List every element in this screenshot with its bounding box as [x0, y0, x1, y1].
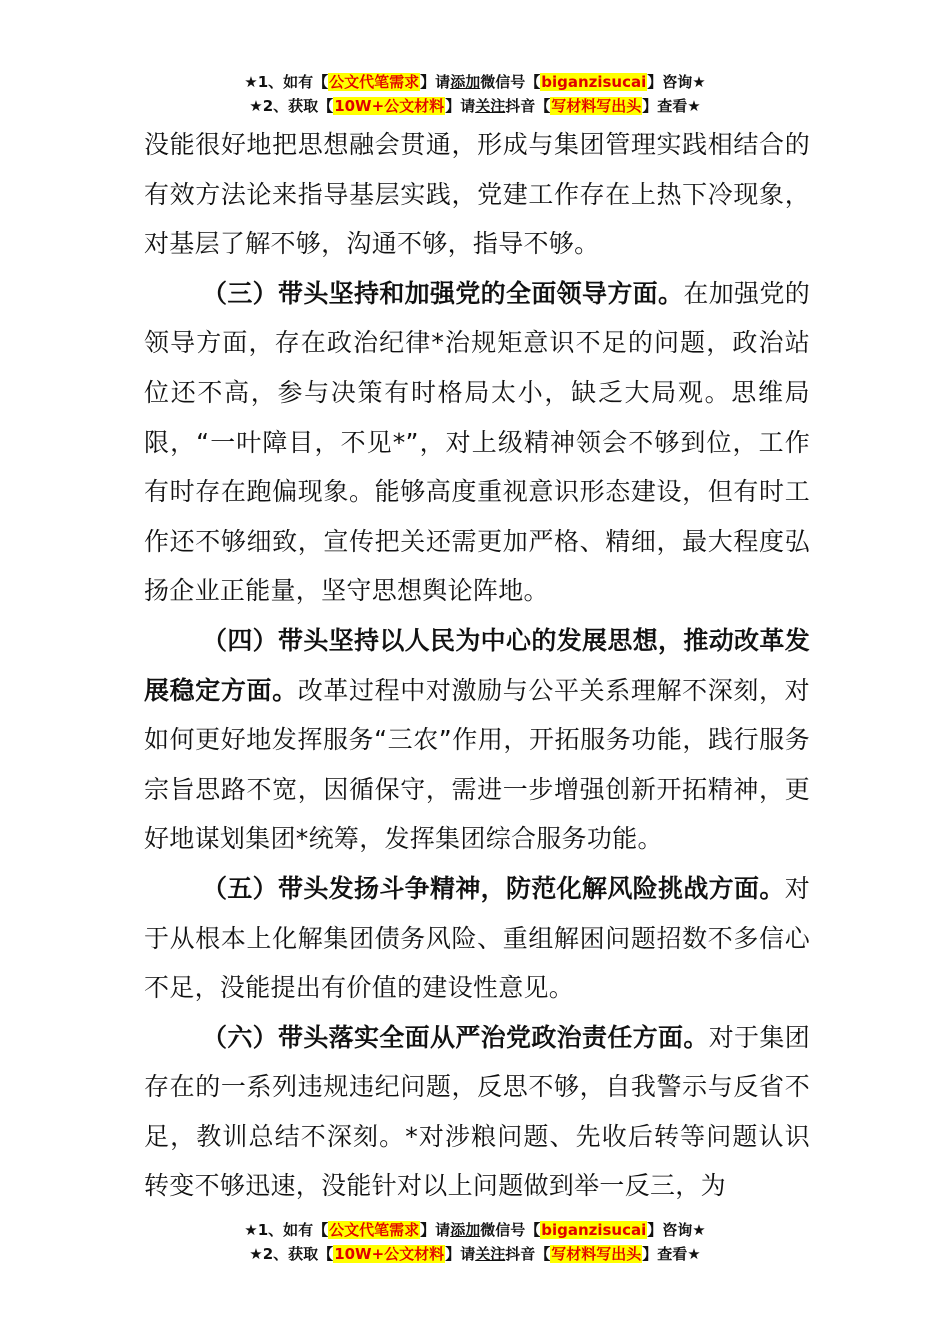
- banner-line-2: ★2、获取【10W+公文材料】请关注抖音【写材料写出头】查看★: [249, 1245, 701, 1263]
- section-text: 对于从根本上化解集团债务风险、重组解困问题招数不多信心不足，没能提出有价值的建设性意见。: [144, 873, 810, 1003]
- section-text: 在加强党的领导方面，存在政治纪律*治规矩意识不足的问题，政治站位还不高，参与决策有时格局太小，缺乏大局观。思维局限，“一叶障目，不见*”，对上级精神领会不够到位，工作有时存在跑偏现象。能够高度重视意识形态建设，但有时工作还不够细致，宣传把关还需更加严格、精细，最大程度弘扬企业正能量，坚守思想舆论阵地。: [144, 278, 810, 606]
- paragraph-continuation: 没能很好地把思想融会贯通，形成与集团管理实践相结合的有效方法论来指导基层实践，党建工作存在上热下冷现象，对基层了解不够，沟通不够，指导不够。: [144, 130, 810, 259]
- banner-line-1: ★1、如有【公文代笔需求】请添加微信号【biganzisucai】咨询★: [244, 73, 706, 91]
- paragraph-section-5: [144, 864, 810, 1013]
- highlight-service: 公文代笔需求: [329, 1221, 420, 1239]
- highlight-service: 公文代笔需求: [329, 73, 420, 91]
- highlight-materials: 10W+公文材料: [334, 1245, 445, 1263]
- section-heading: （四）带头坚持以人民为中心的发展思想，推动改革发展稳定方面。: [144, 625, 810, 705]
- highlight-wechat-id: biganzisucai: [541, 73, 647, 91]
- header-banner: [0, 70, 950, 118]
- highlight-douyin: 写材料写出头: [551, 1245, 642, 1263]
- footer-banner: [0, 1218, 950, 1266]
- document-body: [144, 120, 810, 1211]
- section-text: 对于集团存在的一系列违规违纪问题，反思不够，自我警示与反省不足，教训总结不深刻。*对涉粮问题、先收后转等问题认识转变不够迅速，没能针对以上问题做到举一反三，为: [144, 1022, 810, 1201]
- highlight-douyin: 写材料写出头: [551, 97, 642, 115]
- section-heading: （六）带头落实全面从严治党政治责任方面。: [202, 1022, 709, 1052]
- paragraph-section-3: [144, 269, 810, 616]
- highlight-wechat-id: biganzisucai: [541, 1221, 647, 1239]
- highlight-materials: 10W+公文材料: [334, 97, 445, 115]
- banner-line-1: ★1、如有【公文代笔需求】请添加微信号【biganzisucai】咨询★: [244, 1221, 706, 1239]
- section-text: 改革过程中对激励与公平关系理解不深刻，对如何更好地发挥服务“三农”作用，开拓服务功能，践行服务宗旨思路不宽，因循保守，需进一步增强创新开拓精神，更好地谋划集团*统筹，发挥集团综合服务功能。: [144, 675, 810, 854]
- section-heading: （五）带头发扬斗争精神，防范化解风险挑战方面。: [202, 873, 785, 903]
- paragraph-section-4: [144, 616, 810, 864]
- paragraph-section-6: [144, 1013, 810, 1211]
- banner-line-2: ★2、获取【10W+公文材料】请关注抖音【写材料写出头】查看★: [249, 97, 701, 115]
- section-heading: （三）带头坚持和加强党的全面领导方面。: [202, 278, 684, 308]
